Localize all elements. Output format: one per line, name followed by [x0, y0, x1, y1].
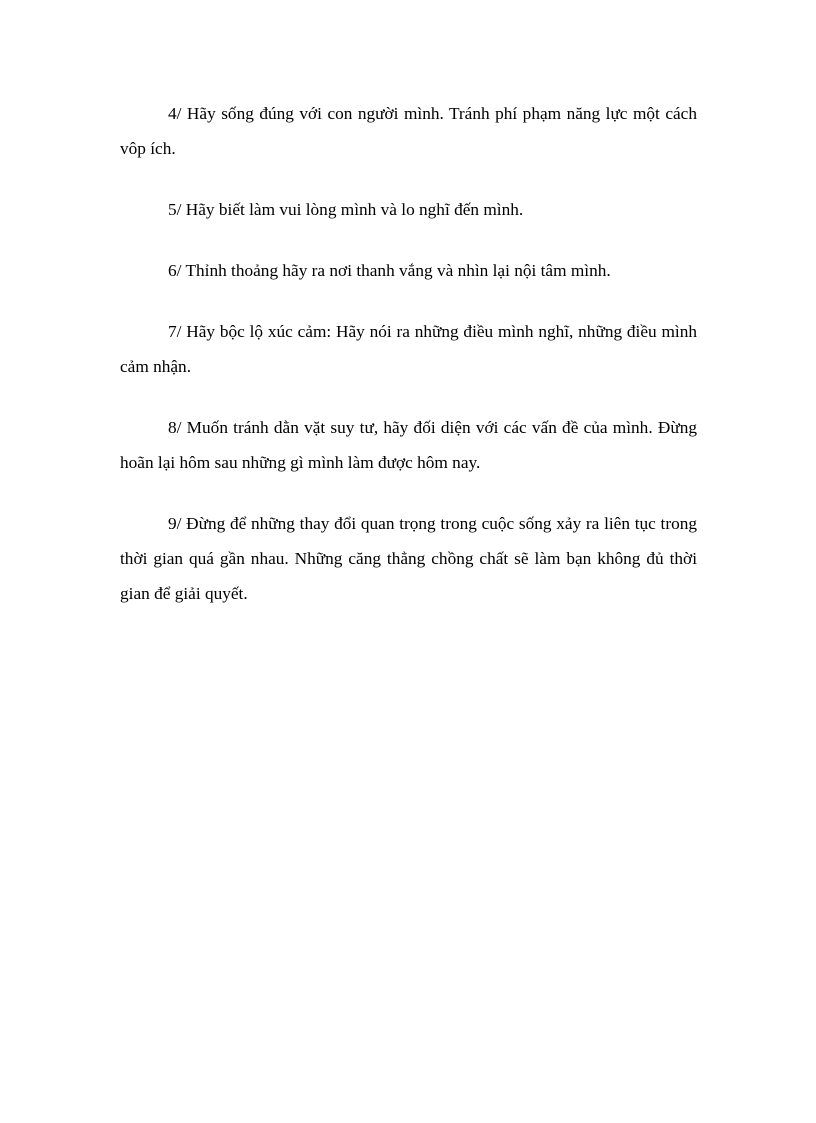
- paragraph-item-5: 5/ Hãy biết làm vui lòng mình và lo nghĩ đến mình.: [168, 200, 524, 219]
- paragraph-item-8: 8/ Muốn tránh dằn vặt suy tư, hãy đối diện với các vấn đề của mình. Đừng hoãn lại hôm sau những gì mình làm được hôm nay.: [120, 418, 697, 472]
- paragraph-item-4: 4/ Hãy sống đúng với con người mình. Tránh phí phạm năng lực một cách vôp ích.: [120, 104, 697, 158]
- paragraph-item-9: 9/ Đừng để những thay đổi quan trọng trong cuộc sống xảy ra liên tục trong thời gian quá gần nhau. Những căng thẳng chồng chất sẽ làm bạn không đủ thời gian để giải quyết.: [120, 514, 697, 603]
- paragraph-item-7: 7/ Hãy bộc lộ xúc cảm: Hãy nói ra những điều mình nghĩ, những điều mình cảm nhận.: [120, 322, 697, 376]
- document-body: [120, 96, 697, 637]
- paragraph-item-6: 6/ Thỉnh thoảng hãy ra nơi thanh vắng và nhìn lại nội tâm mình.: [168, 261, 611, 280]
